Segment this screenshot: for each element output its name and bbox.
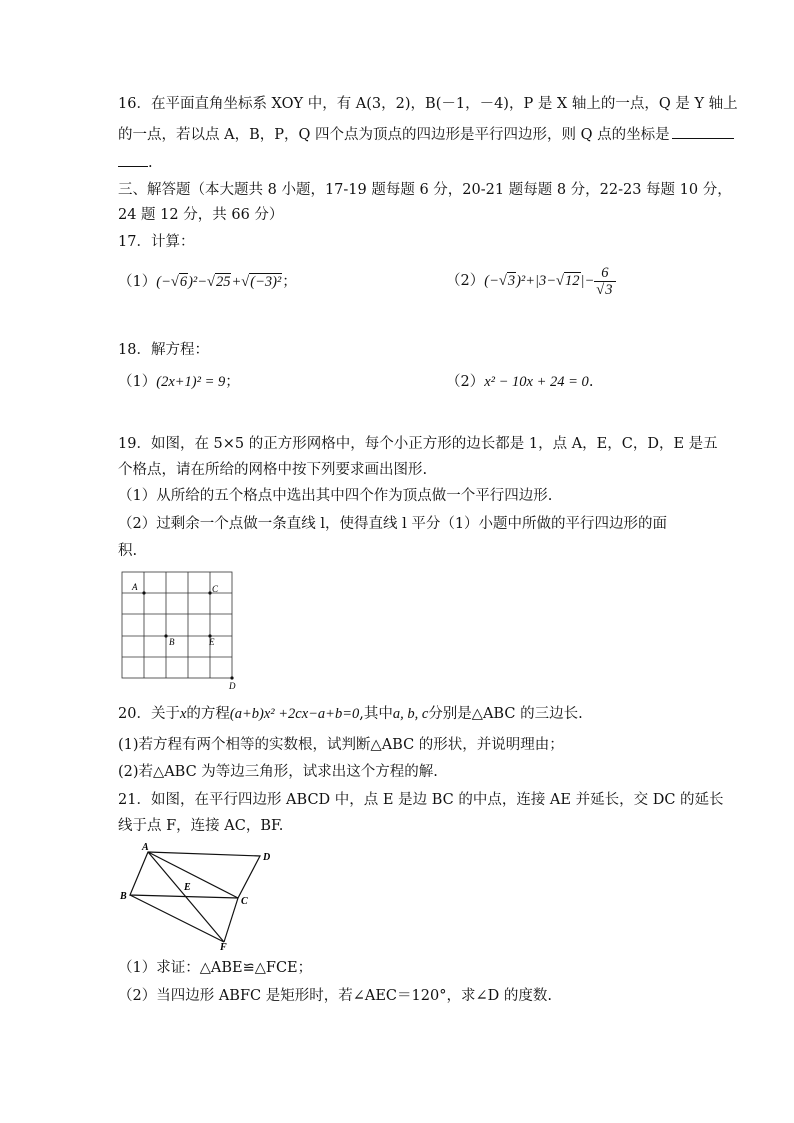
q17-part2-expr: (−√3)²+|3−√12|− $\frac{6}{√3}$ (484, 273, 615, 289)
q19-line1: 19．如图，在 5×5 的正方形网格中，每个小正方形的边长都是 1，点 A，E，C，D，E 是五 (118, 436, 718, 452)
q17-part1-expr: (−√6)²−√25+√(−3)² (156, 274, 282, 290)
fig-label-b: B (120, 891, 127, 902)
q20-end: 分别是△ABC 的三边长. (428, 706, 583, 722)
parallelogram-abcd (130, 852, 260, 898)
q21-line2: 线于点 F，连接 AC，BF. (118, 818, 284, 834)
grid-label-a: A (132, 582, 138, 592)
q19-line3: （1）从所给的五个格点中选出其中四个作为顶点做一个平行四边形. (118, 488, 553, 504)
q16-answer-blank-cont[interactable] (118, 152, 148, 167)
q16-period: . (148, 155, 153, 171)
q18-part2: （2）x² − 10x + 24 = 0. (446, 374, 594, 390)
q20-vars-abc: a, b, c (392, 706, 429, 722)
q16-line3 (118, 152, 153, 173)
q17-part1: （1）(−√6)²−√25+√(−3)²； (118, 274, 297, 290)
point-b (164, 634, 167, 637)
q18-part1: （1）(2x+1)² = 9； (118, 374, 240, 390)
q21-line1: 21．如图，在平行四边形 ABCD 中，点 E 是边 BC 的中点，连接 AE 并延长，交 DC 的延长 (118, 792, 724, 808)
fig-label-a: A (142, 842, 149, 853)
fig-label-f: F (220, 942, 227, 952)
q20-line3: (2)若△ABC 为等边三角形，试求出这个方程的解. (118, 764, 438, 780)
grid-label-d: D (229, 681, 236, 691)
grid-label-c: C (212, 584, 219, 594)
q18-part2-label: （2） (446, 374, 485, 390)
q18-part1-expr: (2x+1)² = 9 (156, 374, 226, 390)
q20-equation: (a+b)x² +2cx−a+b=0 (229, 706, 360, 722)
q18-part1-label: （1） (118, 374, 157, 390)
grid-label-b: B (169, 637, 175, 647)
q19-line2: 个格点，请在所给的网格中按下列要求画出图形. (118, 462, 428, 478)
section3-line1: 三、解答题（本大题共 8 小题，17-19 题每题 6 分，20-21 题每题 8 分，22-23 每题 10 分， (118, 182, 732, 198)
q20-line1 (118, 704, 583, 724)
q19-line4: （2）过剩余一个点做一条直线 l，使得直线 l 平分（1）小题中所做的平行四边形的面 (118, 516, 668, 532)
q17-part1-label: （1） (118, 274, 157, 290)
q21-parallelogram-figure (118, 842, 278, 952)
q20-line2: (1)若方程有两个相等的实数根，试判断△ABC 的形状，并说明理由； (118, 737, 564, 753)
q20-var-x: x (179, 706, 187, 722)
point-d (230, 676, 233, 679)
q20-mid: 的方程 (186, 706, 230, 722)
q19-line5: 积. (118, 543, 138, 559)
q17-part2 (446, 265, 616, 298)
q21-line4: （2）当四边形 ABFC 是矩形时，若∠AEC＝120°，求∠D 的度数. (118, 988, 552, 1004)
fig-label-e: E (184, 882, 191, 893)
q16-line1: 16．在平面直角坐标系 XOY 中，有 A(3，2)，B(－1，－4)，P 是 X 轴上的一点，Q 是 Y 轴上 (118, 96, 738, 112)
fig-label-d: D (263, 852, 271, 863)
fig-label-c: C (241, 896, 248, 907)
q17-title: 17．计算： (118, 234, 195, 250)
line-ac (148, 852, 238, 898)
q18-part2-expr: x² − 10x + 24 = 0 (484, 374, 589, 390)
q16-answer-blank[interactable] (672, 124, 734, 139)
point-a (142, 591, 145, 594)
q21-line3: （1）求证：△ABE≌△FCE； (118, 960, 313, 976)
line-cf (224, 898, 238, 942)
line-bf (130, 895, 224, 942)
q16-line2 (118, 124, 734, 145)
q20-prefix: 20．关于 (118, 706, 180, 722)
q20-after: ,其中 (359, 706, 393, 722)
q18-title: 18．解方程： (118, 342, 209, 358)
section3-line2: 24 题 12 分，共 66 分） (118, 207, 284, 223)
grid-label-e: E (209, 637, 215, 647)
q17-part2-label: （2） (446, 272, 485, 289)
q16-line2-text: 的一点，若以点 A，B，P，Q 四个点为顶点的四边形是平行四边形，则 Q 点的坐标是 (118, 127, 670, 143)
q19-grid-figure (118, 568, 248, 692)
